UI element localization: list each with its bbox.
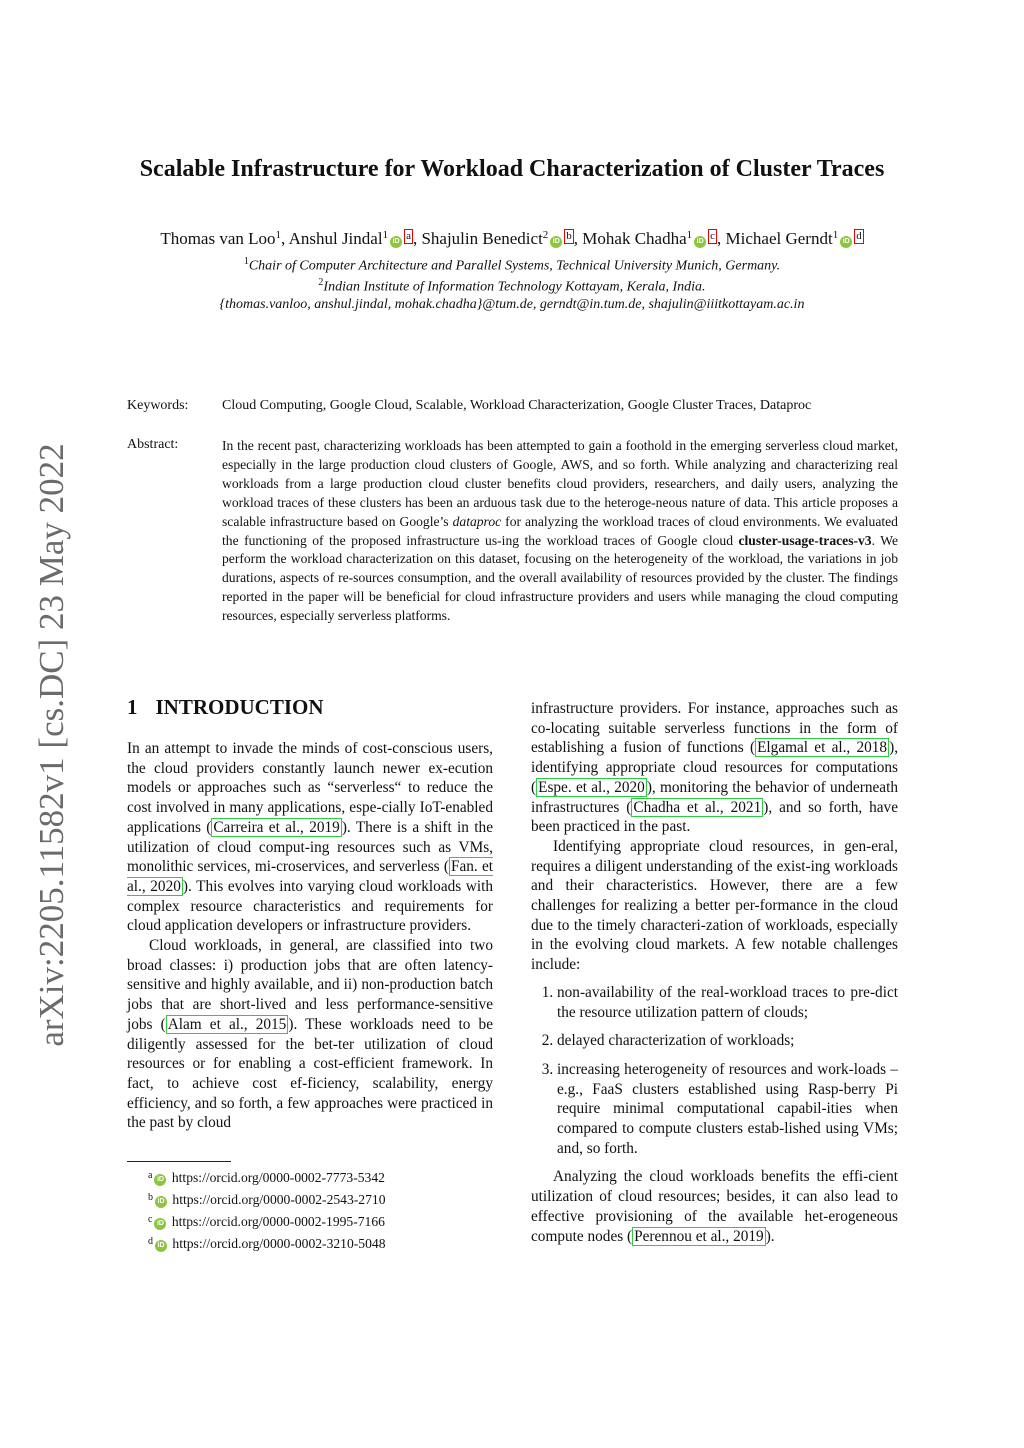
citation-link[interactable]: Alam et al., 2015: [167, 1015, 287, 1033]
citation-link[interactable]: Elgamal et al., 2018: [757, 739, 888, 757]
affiliation-sup: 1: [382, 229, 389, 241]
text-run: ). This evolves into varying cloud workloads with complex resource characteristics and requirements for cloud application developers or infrastructure providers.: [127, 877, 493, 935]
abstract-bold: cluster-usage-traces-v3: [738, 532, 872, 548]
footnote-mark: c: [148, 1213, 153, 1225]
citation-link[interactable]: Chadha et al., 2021: [633, 798, 762, 816]
author-name: Shajulin Benedict: [421, 229, 543, 248]
orcid-link[interactable]: https://orcid.org/0000-0002-7773-5342: [171, 1170, 385, 1185]
footnote-mark: a: [148, 1170, 153, 1181]
author-name: Anshul Jindal: [288, 229, 383, 248]
orcid-link[interactable]: https://orcid.org/0000-0002-1995-7166: [171, 1213, 385, 1229]
footnote-link[interactable]: d: [856, 230, 862, 242]
orcid-link[interactable]: https://orcid.org/0000-0002-2543-2710: [172, 1191, 386, 1207]
paragraph: [127, 936, 493, 1133]
abstract-text: for analyzing the workload traces of cloud environments. We evaluated the functioning of the proposed infrastructure us-ing the workload traces of Google cloud: [222, 513, 898, 548]
abstract-text: . We perform the workload characterization on this dataset, focusing on the heterogeneity of the workload, the variations in job durations, aspects of re-sources consumption, and the overall availability of resources provided by the cluster. The findings reported in the paper will be beneficial for cloud infrastructure providers and users while managing the cloud computing resources, especially serverless platforms.: [222, 532, 899, 624]
orcid-icon: iD: [155, 1240, 167, 1252]
orcid-link[interactable]: https://orcid.org/0000-0002-3210-5048: [172, 1235, 386, 1251]
text-run: ), and so forth, have been practiced in the past.: [531, 798, 898, 836]
section-number: 1: [127, 695, 138, 719]
affiliation-text: Chair of Computer Architecture and Parallel Systems, Technical University Munich, Germany.: [248, 258, 781, 274]
author-name: Michael Gerndt: [725, 229, 833, 248]
orcid-icon: iD: [154, 1174, 166, 1186]
paper-title: Scalable Infrastructure for Workload Characterization of Cluster Traces: [139, 156, 885, 182]
keywords-label: Keywords:: [127, 398, 189, 413]
affiliation-sup: 1: [832, 229, 839, 241]
author-name: Mohak Chadha: [582, 229, 687, 248]
affiliation-sup: 1: [275, 229, 282, 241]
keywords-text: Cloud Computing, Google Cloud, Scalable, Workload Characterization, Google Cluster Traces, Dataproc: [222, 398, 812, 413]
author-name: Thomas van Loo: [160, 229, 276, 248]
abstract-body: [222, 437, 898, 626]
text-run: Analyzing the cloud workloads benefits the effi-cient utilization of cloud resources; besides, it can also lead to effective provisioning of the available het-erogeneous compute nodes (: [531, 1168, 898, 1245]
challenge-list: [531, 983, 898, 1159]
orcid-icon: iD: [155, 1196, 167, 1208]
affiliation-text: Indian Institute of Information Technology Kottayam, Kerala, India.: [323, 279, 706, 295]
footnotes: [148, 1166, 386, 1254]
footnote-mark: d: [148, 1235, 153, 1247]
orcid-icon[interactable]: iD: [694, 236, 706, 248]
paragraph: [127, 739, 493, 936]
abstract-emphasis: dataproc: [452, 513, 502, 529]
citation-link[interactable]: Fan. et al., 2020: [127, 858, 493, 895]
section-heading: [127, 695, 324, 720]
text-run: ), identifying appropriate cloud resources for computations (: [531, 739, 899, 796]
list-item: 3. increasing heterogeneity of resources and work-loads – e.g., FaaS clusters established using Rasp-berry Pi require minimal computational capabil-ities when compared to compute clusters estab-lished using VMs; and, so forth.: [557, 1060, 898, 1159]
paragraph: [531, 699, 898, 837]
abstract-text: In the recent past, characterizing workloads has been attempted to gain a foothold in the emerging serverless cloud market, especially in the large production cloud clusters of Google, AWS, and so forth. While analyzing and characterizing real workloads from a large production cloud cluster benefits cloud providers, researchers, and daily users, analyzing the workload traces of these clusters has been an arduous task due to the heteroge-neous nature of data. This article proposes a scalable infrastructure based on Google’s: [222, 438, 898, 529]
text-run: ).: [765, 1227, 775, 1245]
text-run: ), monitoring the behavior of underneath infrastructures (: [531, 778, 898, 816]
footnote-link[interactable]: b: [566, 230, 572, 242]
affiliation-sup: 1: [243, 256, 249, 267]
affiliation-2: [0, 277, 1024, 296]
footnote-mark: b: [148, 1191, 153, 1203]
orcid-icon[interactable]: iD: [840, 236, 852, 248]
abstract-label: Abstract:: [127, 437, 179, 452]
footnote-item: [148, 1166, 386, 1188]
citation-link[interactable]: Espe. et al., 2020: [538, 778, 645, 796]
text-run: In an attempt to invade the minds of cost-conscious users, the cloud providers constantly launch newer ex-ecution models or approaches such as “serverless“ to reduce the cost involved in many applications, espe-cially IoT-enabled applications (: [127, 740, 493, 836]
list-item: 1. non-availability of the real-workload traces to pre-dict the resource utilization pattern of clouds;: [557, 983, 898, 1022]
author-emails: {thomas.vanloo, anshul.jindal, mohak.chadha}@tum.de, gerndt@in.tum.de, shajulin@iiitkottayam.ac.in: [219, 297, 805, 312]
text-run: ). There is a shift in the utilization of cloud comput-ing resources such as VMs, monolithic services, mi-croservices, and serverless (: [127, 818, 493, 876]
affiliation-sup: 2: [318, 277, 324, 288]
footnote-item: [148, 1232, 386, 1254]
footnote-link[interactable]: c: [710, 230, 716, 242]
text-run: Cloud workloads, in general, are classified into two broad classes: i) production jobs that are often latency-sensitive and highly available, and ii) non-production batch jobs that are short-lived and less performance-sensitive jobs (: [127, 937, 493, 1033]
affiliation-sup: 2: [542, 229, 549, 241]
author-list: Thomas van Loo$^1$, Anshul Jindal$^1$iD a , Shajulin Benedict$^2$iD b , Mohak Chadha$^1$iD c , Michael Gerndt$^1$iD d: [160, 229, 862, 248]
affiliation-1: [0, 256, 1024, 275]
affiliation-sup: 1: [686, 229, 693, 241]
text-run: ). These workloads need to be diligently assessed for the bet-ter utilization of cloud resources or for enabling a cost-efficient framework. In fact, to achieve cost ef-ficiency, scalability, energy efficiency, and so forth, a few approaches were practiced in the past by cloud: [127, 1015, 493, 1132]
orcid-icon[interactable]: iD: [390, 236, 402, 248]
left-column: [127, 739, 493, 1133]
paragraph: Identifying appropriate cloud resources, in gen-eral, requires a diligent understanding of the exist-ing workloads and their characteristics. However, there are a few challenges for realizing a better per-formance in the cloud due to the timely characteri-zation of workloads, especially in the evolving cloud markets. A few notable challenges include:: [531, 837, 898, 974]
footnote-divider: [127, 1161, 231, 1162]
footnote-item: [148, 1188, 386, 1210]
orcid-icon: iD: [154, 1218, 166, 1230]
orcid-icon[interactable]: iD: [550, 236, 562, 248]
section-title: INTRODUCTION: [155, 695, 324, 719]
footnote-link[interactable]: a: [406, 230, 411, 242]
paragraph: [531, 1167, 898, 1246]
right-column: [531, 699, 898, 1246]
footnote-item: [148, 1210, 386, 1232]
text-run: infrastructure providers. For instance, approaches such as co-locating suitable serverless functions in the form of establishing a fusion of functions (: [531, 700, 898, 757]
list-item: 2. delayed characterization of workloads;: [557, 1031, 898, 1051]
citation-link[interactable]: Perennou et al., 2019: [634, 1227, 764, 1245]
arxiv-identifier-stamp[interactable]: arXiv:2205.11582v1 [cs.DC] 23 May 2022: [32, 443, 71, 1047]
citation-link[interactable]: Carreira et al., 2019: [213, 818, 340, 836]
